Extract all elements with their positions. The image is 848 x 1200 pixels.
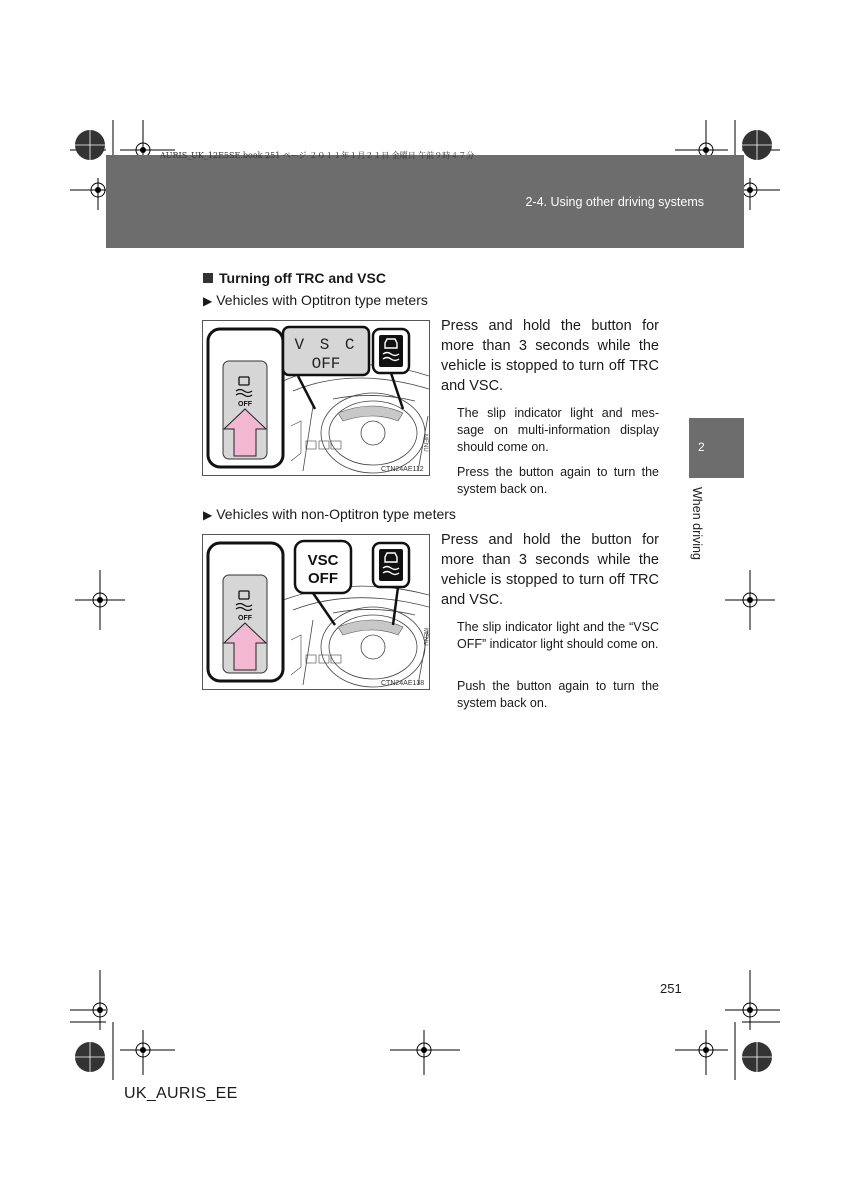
svg-text:OFF: OFF: [308, 570, 338, 587]
svg-text:MENU: MENU: [422, 628, 428, 646]
chapter-label: When driving: [690, 487, 704, 560]
svg-text:V S C: V S C: [294, 336, 358, 354]
note-non-optitron-2: Push the button again to turn the system back on.: [457, 679, 659, 710]
chapter-number: 2: [698, 440, 705, 454]
triangle-bullet-icon: ▶: [203, 508, 213, 522]
instruction-text-optitron: Press and hold the button for more than 3 seconds while the vehicle is stopped to turn off TRC and VSC.: [441, 318, 659, 394]
print-info: AURIS_UK_12E5SE.book 251 ページ ２０１１年１月２１日 金曜日 午前９時４７分: [160, 151, 475, 160]
svg-text:MENU: MENU: [422, 434, 428, 452]
section-heading: Turning off TRC and VSC: [203, 270, 386, 286]
svg-text:OFF: OFF: [311, 355, 341, 373]
svg-text:VSC: VSC: [307, 552, 339, 569]
figure-non-optitron: [202, 534, 430, 690]
note-optitron-2: Press the button again to turn the system back on.: [457, 465, 659, 496]
footer-code: UK_AURIS_EE: [124, 1085, 238, 1102]
figure-code: CTN24AE138: [381, 680, 425, 687]
note-optitron-1: The slip indicator light and mes-sage on multi-information display should come on.: [457, 406, 659, 454]
note-non-optitron-1: The slip indicator light and the “VSC OFF” indicator light should come on.: [457, 620, 659, 651]
section-title: 2-4. Using other driving systems: [525, 195, 704, 209]
figure-optitron: [202, 320, 430, 476]
triangle-bullet-icon: ▶: [203, 294, 213, 308]
subheading-non-optitron: ▶ Vehicles with non-Optitron type meters: [203, 506, 456, 522]
button-label: OFF: [238, 615, 252, 622]
subheading-optitron: ▶ Vehicles with Optitron type meters: [203, 292, 428, 308]
figure-code: CTN24AE112: [381, 466, 424, 473]
instruction-text-non-optitron: Press and hold the button for more than 3 seconds while the vehicle is stopped to turn off TRC and VSC.: [441, 532, 659, 608]
square-bullet-icon: [203, 273, 213, 283]
button-label: OFF: [238, 401, 252, 408]
page-number: 251: [660, 981, 682, 996]
